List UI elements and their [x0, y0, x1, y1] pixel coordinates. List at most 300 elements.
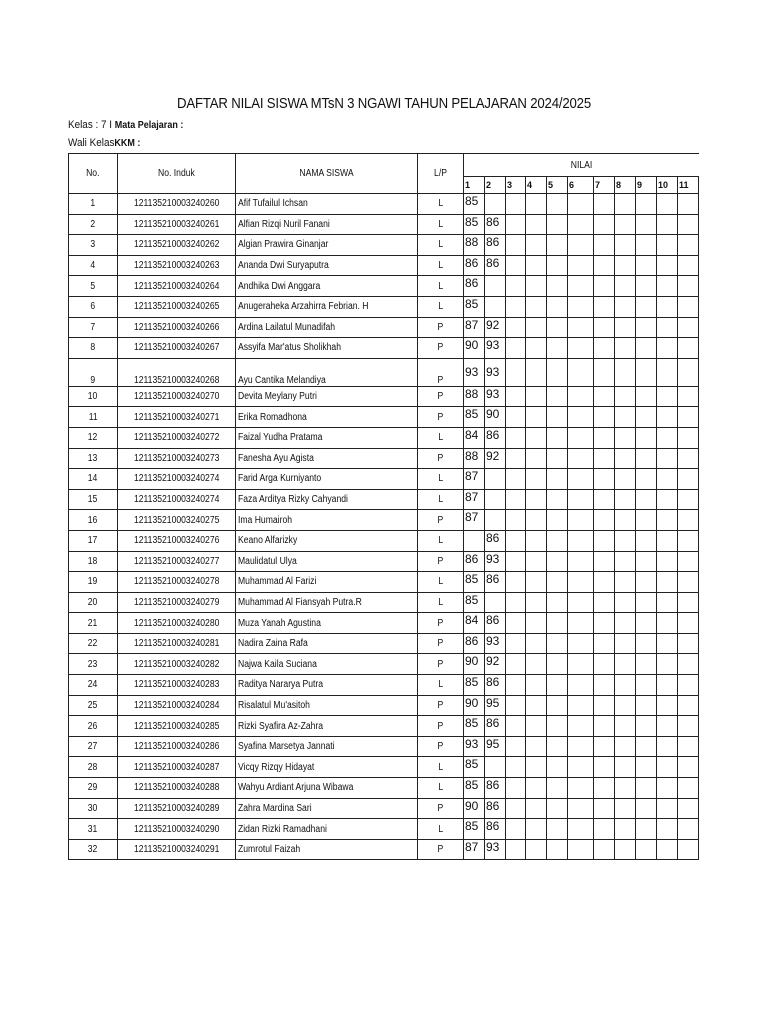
- no-cell: 5: [69, 276, 118, 297]
- nilai-cell: [594, 572, 615, 593]
- nama-cell: Nadira Zaina Rafa: [236, 633, 418, 654]
- table-row: [69, 358, 699, 386]
- nilai-cell: 95: [485, 695, 506, 716]
- table-row: [69, 317, 699, 338]
- nilai-cell: [678, 317, 699, 338]
- nilai-col-header: 2: [485, 177, 506, 194]
- nilai-cell: [506, 572, 526, 593]
- nilai-cell: [657, 489, 678, 510]
- nilai-cell: [547, 469, 568, 490]
- no-cell: 31: [69, 819, 118, 840]
- nilai-cell: [526, 214, 547, 235]
- nilai-cell: [594, 592, 615, 613]
- nilai-cell: 84: [464, 427, 485, 448]
- nilai-cell: [568, 613, 594, 634]
- nilai-cell: [547, 489, 568, 510]
- nilai-cell: [526, 235, 547, 256]
- nilai-cell: [678, 592, 699, 613]
- nilai-cell: [568, 675, 594, 696]
- no-cell: 7: [69, 317, 118, 338]
- nilai-cell: [594, 551, 615, 572]
- nilai-cell: [526, 839, 547, 860]
- table-row: [69, 592, 699, 613]
- nilai-cell: [594, 427, 615, 448]
- nilai-cell: 86: [464, 276, 485, 297]
- no-cell: 15: [69, 489, 118, 510]
- nilai-cell: [636, 675, 657, 696]
- nilai-cell: 85: [464, 716, 485, 737]
- nilai-cell: [636, 819, 657, 840]
- nilai-cell: [657, 654, 678, 675]
- nilai-cell: [506, 407, 526, 428]
- nilai-cell: [678, 695, 699, 716]
- nilai-cell: [526, 469, 547, 490]
- induk-cell: 121135210003240275: [118, 510, 236, 531]
- nilai-cell: [636, 757, 657, 778]
- nilai-cell: [636, 489, 657, 510]
- nilai-cell: [636, 736, 657, 757]
- nilai-cell: [526, 448, 547, 469]
- nilai-cell: [594, 613, 615, 634]
- col-header-nilai: NILAI: [464, 154, 699, 177]
- lp-cell: P: [418, 510, 464, 531]
- nilai-cell: [594, 296, 615, 317]
- nilai-cell: [594, 716, 615, 737]
- nilai-cell: [657, 757, 678, 778]
- nilai-cell: [506, 613, 526, 634]
- nilai-cell: [678, 551, 699, 572]
- table-row: [69, 427, 699, 448]
- no-cell: 24: [69, 675, 118, 696]
- nilai-cell: [615, 530, 636, 551]
- induk-cell: 121135210003240281: [118, 633, 236, 654]
- nilai-cell: [615, 255, 636, 276]
- nilai-cell: [506, 510, 526, 531]
- nilai-cell: [594, 358, 615, 386]
- nilai-cell: [568, 276, 594, 297]
- no-cell: 2: [69, 214, 118, 235]
- induk-cell: 121135210003240263: [118, 255, 236, 276]
- nilai-cell: [636, 633, 657, 654]
- induk-cell: 121135210003240274: [118, 489, 236, 510]
- nilai-cell: [568, 235, 594, 256]
- nilai-cell: [526, 819, 547, 840]
- nilai-cell: [506, 716, 526, 737]
- nilai-cell: [506, 654, 526, 675]
- nilai-cell: [526, 675, 547, 696]
- table-row: [69, 839, 699, 860]
- nilai-cell: [547, 427, 568, 448]
- lp-cell: P: [418, 407, 464, 428]
- table-row: [69, 386, 699, 407]
- nilai-cell: [568, 551, 594, 572]
- nama-cell: Algian Prawira Ginanjar: [236, 235, 418, 256]
- nilai-cell: [547, 592, 568, 613]
- nilai-cell: [657, 778, 678, 799]
- table-row: [69, 716, 699, 737]
- nilai-cell: [657, 255, 678, 276]
- nilai-cell: 93: [464, 358, 485, 386]
- nama-cell: Fanesha Ayu Agista: [236, 448, 418, 469]
- nilai-cell: [547, 448, 568, 469]
- nilai-cell: [657, 613, 678, 634]
- nilai-cell: [526, 276, 547, 297]
- nilai-cell: [506, 427, 526, 448]
- nama-cell: Farid Arga Kurniyanto: [236, 469, 418, 490]
- nilai-cell: [526, 613, 547, 634]
- table-row: [69, 695, 699, 716]
- nama-cell: Devita Meylany Putri: [236, 386, 418, 407]
- lp-cell: L: [418, 194, 464, 215]
- nilai-cell: [615, 592, 636, 613]
- nilai-cell: [485, 194, 506, 215]
- nilai-cell: [506, 448, 526, 469]
- induk-cell: 121135210003240286: [118, 736, 236, 757]
- induk-cell: 121135210003240284: [118, 695, 236, 716]
- nilai-cell: [568, 819, 594, 840]
- nilai-cell: [678, 530, 699, 551]
- nilai-cell: 93: [464, 736, 485, 757]
- nilai-cell: [547, 407, 568, 428]
- nilai-cell: [526, 338, 547, 359]
- nilai-cell: [678, 448, 699, 469]
- nilai-cell: 85: [464, 407, 485, 428]
- nilai-cell: [615, 572, 636, 593]
- nilai-cell: [636, 338, 657, 359]
- nilai-cell: [615, 317, 636, 338]
- nilai-cell: 85: [464, 572, 485, 593]
- table-row: [69, 675, 699, 696]
- nilai-cell: [485, 489, 506, 510]
- nama-cell: Rizki Syafira Az-Zahra: [236, 716, 418, 737]
- nilai-cell: [568, 194, 594, 215]
- nilai-cell: [657, 469, 678, 490]
- nilai-cell: [657, 386, 678, 407]
- nilai-cell: 92: [485, 317, 506, 338]
- lp-cell: P: [418, 716, 464, 737]
- induk-cell: 121135210003240290: [118, 819, 236, 840]
- lp-cell: P: [418, 839, 464, 860]
- nilai-cell: [678, 338, 699, 359]
- no-cell: 25: [69, 695, 118, 716]
- nilai-cell: [568, 757, 594, 778]
- nilai-cell: 93: [485, 386, 506, 407]
- nilai-cell: [526, 551, 547, 572]
- nama-cell: Wahyu Ardiant Arjuna Wibawa: [236, 778, 418, 799]
- lp-cell: P: [418, 551, 464, 572]
- nilai-cell: [594, 819, 615, 840]
- nilai-cell: [568, 448, 594, 469]
- nilai-cell: [547, 235, 568, 256]
- lp-cell: L: [418, 255, 464, 276]
- wali-info: [68, 137, 140, 149]
- nilai-cell: [506, 235, 526, 256]
- nilai-cell: [526, 778, 547, 799]
- nilai-cell: [506, 675, 526, 696]
- page-title: DAFTAR NILAI SISWA MTsN 3 NGAWI TAHUN PELAJARAN 2024/2025: [177, 96, 591, 112]
- nilai-cell: [615, 819, 636, 840]
- no-cell: 13: [69, 448, 118, 469]
- induk-cell: 121135210003240271: [118, 407, 236, 428]
- table-row: [69, 255, 699, 276]
- nilai-cell: 87: [464, 317, 485, 338]
- nilai-cell: [506, 592, 526, 613]
- nilai-cell: [594, 530, 615, 551]
- induk-cell: 121135210003240280: [118, 613, 236, 634]
- nilai-cell: [594, 469, 615, 490]
- nilai-cell: [526, 716, 547, 737]
- nama-cell: Zumrotul Faizah: [236, 839, 418, 860]
- lp-cell: L: [418, 592, 464, 613]
- nilai-cell: [636, 592, 657, 613]
- lp-cell: L: [418, 296, 464, 317]
- induk-cell: 121135210003240270: [118, 386, 236, 407]
- kkm-label: KKM :: [114, 138, 141, 149]
- table-row: [69, 489, 699, 510]
- table-row: [69, 530, 699, 551]
- no-cell: 1: [69, 194, 118, 215]
- induk-cell: 121135210003240266: [118, 317, 236, 338]
- nilai-cell: [657, 448, 678, 469]
- nama-cell: Raditya Nararya Putra: [236, 675, 418, 696]
- nilai-cell: [678, 736, 699, 757]
- table-row: [69, 338, 699, 359]
- nilai-cell: [615, 798, 636, 819]
- nilai-cell: [594, 778, 615, 799]
- nilai-cell: [678, 489, 699, 510]
- nilai-cell: [615, 675, 636, 696]
- nilai-col-header: 11: [678, 177, 699, 194]
- nilai-cell: [594, 317, 615, 338]
- nilai-cell: [485, 510, 506, 531]
- induk-cell: 121135210003240261: [118, 214, 236, 235]
- nilai-cell: [615, 551, 636, 572]
- nilai-cell: [568, 338, 594, 359]
- induk-cell: 121135210003240276: [118, 530, 236, 551]
- nilai-cell: [678, 572, 699, 593]
- nama-cell: Vicqy Rizqy Hidayat: [236, 757, 418, 778]
- nilai-col-header: 5: [547, 177, 568, 194]
- nilai-cell: [636, 214, 657, 235]
- nilai-cell: [657, 551, 678, 572]
- nilai-cell: [636, 551, 657, 572]
- nilai-col-header: 1: [464, 177, 485, 194]
- nilai-cell: [568, 695, 594, 716]
- nilai-cell: [568, 778, 594, 799]
- nilai-cell: [657, 276, 678, 297]
- nilai-cell: [526, 510, 547, 531]
- nilai-cell: [547, 530, 568, 551]
- nilai-cell: [636, 276, 657, 297]
- nilai-cell: [636, 194, 657, 215]
- nilai-cell: [615, 386, 636, 407]
- nilai-cell: [506, 798, 526, 819]
- nilai-cell: [678, 839, 699, 860]
- nilai-cell: [636, 255, 657, 276]
- nilai-cell: [615, 338, 636, 359]
- nilai-cell: [636, 235, 657, 256]
- table-row: [69, 654, 699, 675]
- nilai-cell: [678, 654, 699, 675]
- table-row: [69, 613, 699, 634]
- nilai-cell: 86: [485, 778, 506, 799]
- nilai-cell: [678, 510, 699, 531]
- nilai-cell: [594, 736, 615, 757]
- nilai-cell: 95: [485, 736, 506, 757]
- nama-cell: Alfian Rizqi Nuril Fanani: [236, 214, 418, 235]
- nilai-cell: [506, 757, 526, 778]
- no-cell: 11: [69, 407, 118, 428]
- table-row: [69, 633, 699, 654]
- nilai-cell: 92: [485, 448, 506, 469]
- nilai-cell: [568, 386, 594, 407]
- nilai-cell: [615, 358, 636, 386]
- nilai-cell: [506, 317, 526, 338]
- nilai-cell: [657, 358, 678, 386]
- nilai-cell: [594, 839, 615, 860]
- nilai-cell: 87: [464, 510, 485, 531]
- nilai-cell: [547, 633, 568, 654]
- table-row: [69, 798, 699, 819]
- nilai-cell: [636, 386, 657, 407]
- nama-cell: Faza Arditya Rizky Cahyandi: [236, 489, 418, 510]
- lp-cell: P: [418, 695, 464, 716]
- nilai-cell: [657, 839, 678, 860]
- nilai-cell: 84: [464, 613, 485, 634]
- induk-cell: 121135210003240264: [118, 276, 236, 297]
- nilai-col-header: 8: [615, 177, 636, 194]
- nilai-col-header: 7: [594, 177, 615, 194]
- nama-cell: Assyifa Mar'atus Sholikhah: [236, 338, 418, 359]
- nilai-cell: [526, 798, 547, 819]
- table-row: [69, 551, 699, 572]
- lp-cell: L: [418, 819, 464, 840]
- nilai-cell: [657, 235, 678, 256]
- lp-cell: P: [418, 654, 464, 675]
- nilai-cell: [615, 633, 636, 654]
- nilai-cell: 86: [464, 633, 485, 654]
- nilai-cell: [506, 530, 526, 551]
- nilai-cell: [526, 736, 547, 757]
- table-row: [69, 778, 699, 799]
- nilai-cell: [678, 296, 699, 317]
- nilai-cell: [594, 338, 615, 359]
- nilai-cell: [678, 386, 699, 407]
- nilai-cell: [526, 386, 547, 407]
- nilai-cell: 85: [464, 592, 485, 613]
- nilai-cell: [615, 296, 636, 317]
- nilai-cell: 86: [485, 427, 506, 448]
- class-info: [68, 119, 183, 131]
- nilai-col-header: 9: [636, 177, 657, 194]
- lp-cell: L: [418, 572, 464, 593]
- nilai-cell: [547, 296, 568, 317]
- nilai-cell: [568, 214, 594, 235]
- nilai-cell: [636, 530, 657, 551]
- nilai-cell: [506, 489, 526, 510]
- nilai-cell: [636, 427, 657, 448]
- induk-cell: 121135210003240267: [118, 338, 236, 359]
- nama-cell: Keano Alfarizky: [236, 530, 418, 551]
- nilai-cell: [547, 386, 568, 407]
- nilai-cell: [485, 469, 506, 490]
- nilai-cell: [547, 613, 568, 634]
- nilai-cell: [657, 819, 678, 840]
- nilai-cell: [526, 654, 547, 675]
- nilai-cell: 86: [485, 716, 506, 737]
- nilai-cell: [594, 798, 615, 819]
- nilai-cell: [506, 778, 526, 799]
- nilai-cell: [547, 675, 568, 696]
- nilai-cell: [547, 214, 568, 235]
- nilai-cell: [506, 469, 526, 490]
- table-row: [69, 235, 699, 256]
- nilai-col-header: 10: [657, 177, 678, 194]
- nilai-cell: 90: [464, 695, 485, 716]
- nilai-cell: [526, 695, 547, 716]
- nilai-cell: [657, 296, 678, 317]
- nilai-cell: [594, 489, 615, 510]
- table-row: [69, 572, 699, 593]
- nilai-cell: [636, 510, 657, 531]
- table-row: [69, 214, 699, 235]
- nilai-cell: [594, 235, 615, 256]
- nilai-cell: [506, 386, 526, 407]
- lp-cell: L: [418, 276, 464, 297]
- nilai-cell: [657, 510, 678, 531]
- nilai-cell: 90: [464, 338, 485, 359]
- nilai-cell: 86: [485, 572, 506, 593]
- nilai-cell: [506, 276, 526, 297]
- lp-cell: P: [418, 358, 464, 386]
- nilai-cell: [657, 798, 678, 819]
- induk-cell: 121135210003240274: [118, 469, 236, 490]
- nilai-cell: [594, 633, 615, 654]
- nilai-cell: 87: [464, 489, 485, 510]
- nilai-cell: [526, 530, 547, 551]
- nilai-cell: [594, 654, 615, 675]
- nilai-cell: [615, 654, 636, 675]
- nilai-cell: [547, 276, 568, 297]
- nilai-cell: [547, 695, 568, 716]
- no-cell: 21: [69, 613, 118, 634]
- col-header-lp: L/P: [418, 154, 464, 194]
- nilai-cell: [615, 469, 636, 490]
- table-row: [69, 276, 699, 297]
- nilai-cell: [636, 317, 657, 338]
- nilai-cell: 88: [464, 235, 485, 256]
- nilai-cell: 85: [464, 819, 485, 840]
- nilai-cell: [636, 839, 657, 860]
- nama-cell: Syafina Marsetya Jannati: [236, 736, 418, 757]
- induk-cell: 121135210003240288: [118, 778, 236, 799]
- nilai-cell: [568, 317, 594, 338]
- nilai-cell: [678, 427, 699, 448]
- no-cell: 32: [69, 839, 118, 860]
- lp-cell: L: [418, 427, 464, 448]
- nama-cell: Muhammad Al Farizi: [236, 572, 418, 593]
- induk-cell: 121135210003240260: [118, 194, 236, 215]
- induk-cell: 121135210003240289: [118, 798, 236, 819]
- nilai-cell: [568, 654, 594, 675]
- student-rows: [69, 194, 699, 860]
- nama-cell: Ayu Cantika Melandiya: [236, 358, 418, 386]
- nama-cell: Erika Romadhona: [236, 407, 418, 428]
- nilai-cell: [636, 695, 657, 716]
- lp-cell: L: [418, 469, 464, 490]
- no-cell: 17: [69, 530, 118, 551]
- no-cell: 22: [69, 633, 118, 654]
